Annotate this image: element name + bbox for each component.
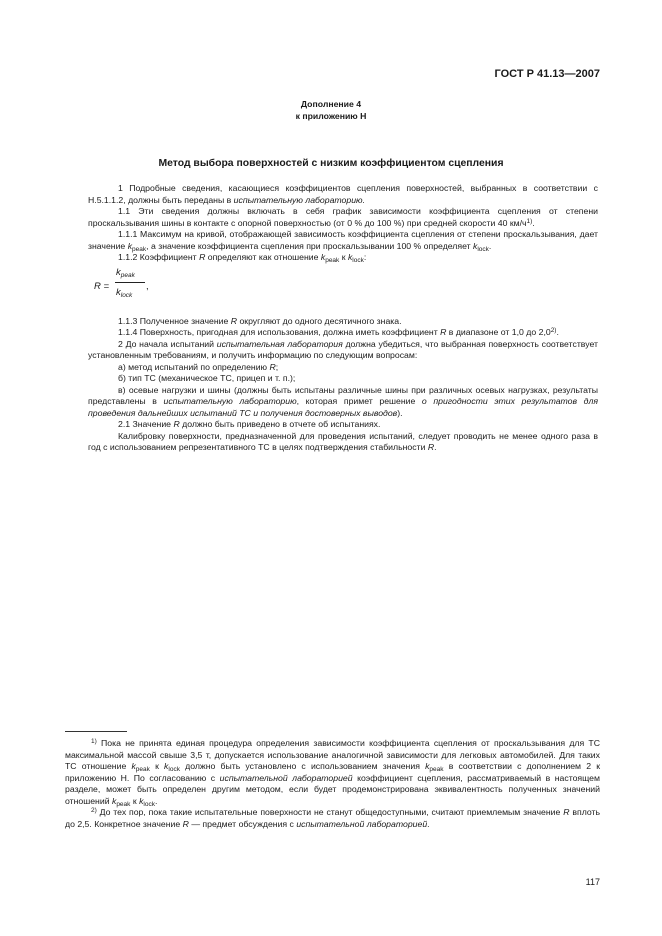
paragraph-2b: б) тип ТС (механическое ТС, прицеп и т. п.);: [118, 373, 296, 383]
paragraph-2: 2 До начала испытаний испытательная лаборатория должна убедиться, что выбранная поверхность соответствует установленным требованиям, и получить информацию по следующим вопросам:: [88, 338, 598, 360]
paragraph-1-1-1: 1.1.1 Максимум на кривой, отображающей зависимость коэффициента сцепления от степени проскальзывания, дает значение $k_{peak}$, а значение коэффициента сцепления при проскальзывании 100 % определяет $k_{lock}$.: [88, 229, 598, 253]
supplement-subtitle: к приложению Н: [295, 111, 367, 121]
footnote-2: $^{2)}$ До тех пор, пока такие испытательные поверхности не станут общедоступными, считают приемлемым значение R вплоть до 2,5. Конкретное значение R — предмет обсуждения с испытательной лабораторией.: [65, 807, 601, 829]
paragraph-1: 1 Подробные сведения, касающиеся коэффициентов сцепления поверхностей, выбранных в соответствии с Н.5.1.1.2, должны быть переданы в испытательную лабораторию.: [88, 183, 598, 205]
supplement-title: Дополнение 4: [300, 99, 362, 109]
paragraph-1-1-2: 1.1.2 Коэффициент R определяют как отношение $k_{peak}$ к $k_{lock}$:: [118, 252, 367, 264]
paragraph-1-1: 1.1 Эти сведения должны включать в себя график зависимости коэффициента сцепления от степени проскальзывания шины в контакте с опорной поверхностью (от 0 % до 100 %) при средней скорости 40 $км/ч^{1)}$.: [88, 206, 598, 228]
paragraph-calibration: Калибровку поверхности, предназначенной для проведения испытаний, следует проводить не менее одного раза в год с использованием репрезентативного ТС в целях подтверждения стабильности R.: [88, 430, 598, 452]
formula-numerator: $k_{peak}$: [116, 266, 135, 279]
body-text: [88, 183, 598, 454]
paragraph-1-1-3: 1.1.3 Полученное значение R округляют до одного десятичного знака.: [118, 315, 402, 326]
paragraph-2c: в) осевые нагрузки и шины (должны быть испытаны различные шины при различных осевых нагрузках, результаты представлены в испытательную лабораторию, которая примет решение о пригодности этих результатов для проведения дальнейших испытаний ТС и получения достоверных выводов).: [88, 384, 598, 418]
fraction-bar: [115, 282, 145, 283]
paragraph-2a: а) метод испытаний по определению R;: [118, 361, 279, 372]
section-title: Метод выбора поверхностей с низким коэффициентом сцепления: [158, 158, 504, 169]
ratio-formula: R = $k_{peak}$ $k_{lock}$ ,: [94, 266, 149, 299]
formula-lhs: R =: [94, 280, 110, 292]
paragraph-2-1: 2.1 Значение R должно быть приведено в отчете об испытаниях.: [118, 419, 381, 429]
standard-code: ГОСТ Р 41.13—2007: [494, 68, 600, 80]
footnotes: [65, 738, 600, 830]
formula-denominator: $k_{lock}$: [116, 286, 133, 299]
page-number: 117: [585, 877, 600, 887]
footnote-separator: [65, 731, 127, 732]
paragraph-1-1-4: 1.1.4 Поверхность, пригодная для использования, должна иметь коэффициент R в диапазоне от 1,0 до 2,0$^{2)}$.: [118, 327, 559, 337]
footnote-1: $^{1)}$ Пока не принята единая процедура определения зависимости коэффициента сцепления от проскальзывания для ТС максимальной массой свыше 3,5 т, допускается использование аналогичной зависимости для легковых автомобилей. Для таких ТС отношение $k_{peak}$ к $k_{lock}$ должно быть установлено с использованием значения $k_{peak}$ в соответствии с дополнением 2 к приложению Н. По согласованию с испытательной лабораторией коэффициент сцепления, рассматриваемый в настоящем разделе, может быть определен другим методом, если будет продемонстрирована эквивалентность полученных значений отношений $k_{peak}$ к $k_{lock}$.: [65, 738, 600, 808]
